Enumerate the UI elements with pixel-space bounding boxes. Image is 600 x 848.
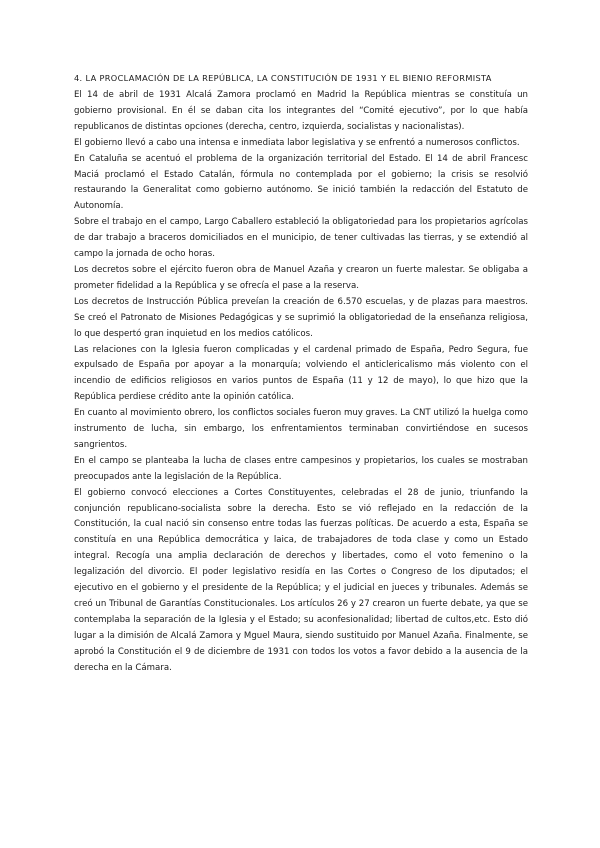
paragraph-legislative-labor: El gobierno llevó a cabo una intensa e inmediata labor legislativa y se enfrentó a numerosos conflictos. xyxy=(74,137,520,148)
paragraph-constitucion: El gobierno convocó elecciones a Cortes Constituyentes, celebradas el 28 de junio, triunfando la conjunción republicano-socialista sobre la derecha. Esto se vió reflejado en la redacción de la Constitución, la cual nació sin consenso entre todas las fuerzas políticas. De acuerdo a esta, España se constituía en una República democrática y laica, de trabajadores de toda clase y como un Estado integral. Recogía una amplia declaración de derechos y libertades, como el voto femenino o la legalización del divorcio. El poder legislativo residía en las Cortes o Congreso de los diputados; el ejecutivo en el gobierno y el presidente de la República; y el judicial en jueces y tribunales. Además se creó un Tribunal de Garantías Constitucionales. Los artículos 26 y 27 crearon un fuerte debate, ya que se contemplaba la separación de la Iglesia y el Estado; su aconfesionalidad; libertad de cultos,etc. Esto dió lugar a la dimisión de Alcalá Zamora y Mguel Maura, siendo sustituido por Manuel Azaña. Finalmente, se aprobó la Constitución el 9 de diciembre de 1931 con todos los votos a favor debido a la ausencia de la derecha en la Cámara. xyxy=(74,487,528,673)
paragraph-ejercito: Los decretos sobre el ejército fueron obra de Manuel Azaña y crearon un fuerte malestar. Se obligaba a prometer fidelidad a la República y se ofrecía el pase a la reserva. xyxy=(74,264,528,291)
paragraph-instruccion-publica: Los decretos de Instrucción Pública preveían la creación de 6.570 escuelas, y de plazas para maestros. Se creó el Patronato de Misiones Pedagógicas y se suprimió la obligatoriedad de la enseñanza religiosa, lo que despertó gran inquietud en los medios católicos. xyxy=(74,296,528,339)
paragraph-movimiento-obrero: En cuanto al movimiento obrero, los conflictos sociales fueron muy graves. La CNT utilizó la huelga como instrumento de lucha, sin embargo, los enfrentamientos terminaban convirtiéndose en sucesos sangrientos. xyxy=(74,408,528,450)
paragraph-lucha-clases: En el campo se planteaba la lucha de clases entre campesinos y propietarios, los cuales se mostraban preocupados ante la legislación de la República. xyxy=(74,455,528,482)
section-title: 4. LA PROCLAMACIÓN DE LA REPÚBLICA, LA CONSTITUCIÓN DE 1931 Y EL BIENIO REFORMISTA xyxy=(74,73,492,83)
paragraph-iglesia: Las relaciones con la Iglesia fueron complicadas y el cardenal primado de España, Pedro Segura, fue expulsado de España por apoyar a la monarquía; volviendo el anticlericalismo más violento con el incendio de edificios religiosos en varios puntos de España (11 y 12 de mayo), lo que hizo que la República perdiese crédito ante la opinión católica. xyxy=(74,344,528,403)
paragraph-campo-trabajo: Sobre el trabajo en el campo, Largo Caballero estableció la obligatoriedad para los propietarios agrícolas de dar trabajo a braceros domiciliados en el municipio, de tener cultivadas las tierras, y se extendió al campo la jornada de ocho horas. xyxy=(74,217,528,260)
paragraph-proclamation: El 14 de abril de 1931 Alcalá Zamora proclamó en Madrid la República mientras se constituía un gobierno provisional. En él se daban cita los integrantes del “Comité ejecutivo”, por lo que había republicanos de distintas opciones (derecha, centro, izquierda, socialistas y nacionalistas). xyxy=(74,90,528,132)
paragraph-cataluna: En Cataluña se acentuó el problema de la organización territorial del Estado. El 14 de abril Francesc Maciá proclamó el Estado Catalán, fórmula no contemplada por el gobierno; la crisis se resolvió restaurando la Generalitat como gobierno autónomo. Se inició también la redacción del Estatuto de Autonomía. xyxy=(74,153,528,212)
